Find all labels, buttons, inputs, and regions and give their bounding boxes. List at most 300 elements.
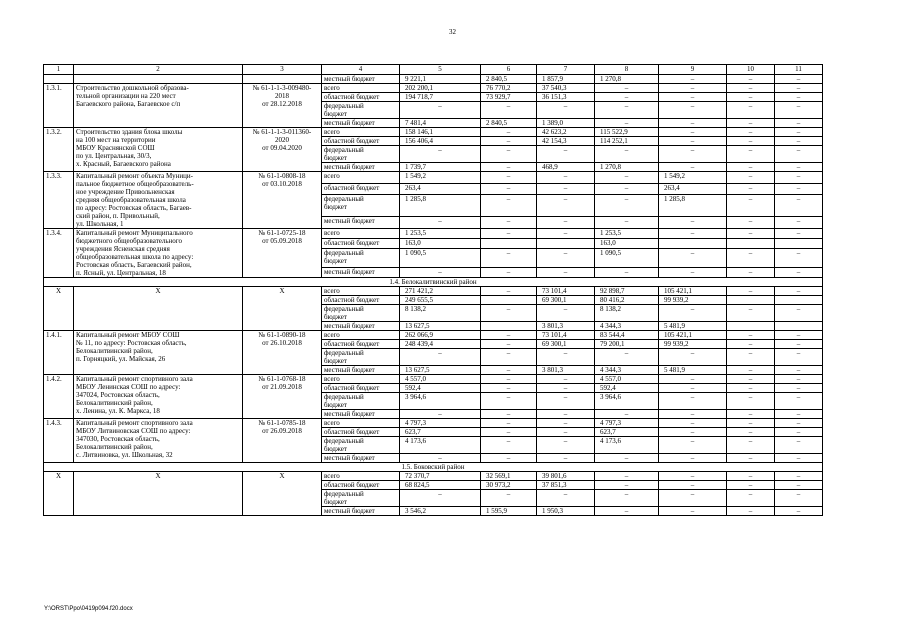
funding-source-cell: местный бюджет	[322, 119, 400, 128]
value-cell: –	[659, 217, 727, 229]
table-row	[44, 128, 823, 137]
funding-source-cell: местный бюджет	[322, 507, 400, 516]
value-cell: 1 739,7	[400, 163, 481, 172]
value-cell: –	[775, 490, 823, 507]
value-cell: –	[595, 490, 659, 507]
funding-source-cell: областной бюджет	[322, 428, 400, 437]
value-cell: 3 801,3	[537, 322, 595, 331]
value-cell: 42 154,3	[537, 137, 595, 146]
value-cell: –	[775, 128, 823, 137]
value-cell: 7 481,4	[400, 119, 481, 128]
value-cell: 3 546,2	[400, 507, 481, 516]
value-cell: –	[481, 128, 537, 137]
value-cell: –	[400, 410, 481, 419]
funding-source-cell: федеральный бюджет	[322, 102, 400, 119]
value-cell: –	[400, 454, 481, 463]
value-cell: 80 416,2	[595, 296, 659, 305]
value-cell: 4 344,3	[595, 366, 659, 375]
value-cell: –	[537, 437, 595, 454]
value-cell: –	[537, 146, 595, 163]
value-cell: 3 964,6	[595, 393, 659, 410]
funding-source-cell: областной бюджет	[322, 137, 400, 146]
column-number-cell: 1	[44, 65, 74, 75]
value-cell: –	[775, 195, 823, 217]
value-cell: 9 221,1	[400, 75, 481, 84]
value-cell: –	[775, 287, 823, 296]
value-cell: –	[775, 331, 823, 340]
value-cell: –	[659, 267, 727, 277]
value-cell: –	[775, 375, 823, 384]
item-number-cell: 1.3.4.	[44, 229, 74, 278]
value-cell: –	[481, 331, 537, 340]
value-cell: –	[727, 384, 775, 393]
column-number-row	[44, 65, 823, 75]
value-cell	[537, 239, 595, 249]
funding-source-cell: областной бюджет	[322, 481, 400, 490]
funding-source-cell: федеральный бюджет	[322, 195, 400, 217]
value-cell: –	[537, 428, 595, 437]
object-name-cell: Строительство дошкольной образова- тельной организации на 220 мест Багаевского района, Багаевское с/п	[74, 84, 243, 128]
value-cell: 3 964,6	[400, 393, 481, 410]
value-cell: –	[537, 183, 595, 195]
value-cell	[775, 296, 823, 305]
value-cell: –	[481, 267, 537, 277]
value-cell: 468,9	[537, 163, 595, 172]
value-cell: 8 138,2	[595, 305, 659, 322]
value-cell	[481, 296, 537, 305]
value-cell: –	[659, 437, 727, 454]
value-cell: –	[727, 163, 775, 172]
value-cell: 73 929,7	[481, 93, 537, 102]
value-cell: –	[595, 146, 659, 163]
value-cell: –	[775, 428, 823, 437]
value-cell: 105 421,1	[659, 331, 727, 340]
value-cell: –	[775, 84, 823, 93]
value-cell: –	[727, 217, 775, 229]
value-cell: 72 370,7	[400, 472, 481, 481]
value-cell: 30 973,2	[481, 481, 537, 490]
value-cell: –	[400, 490, 481, 507]
value-cell: –	[727, 287, 775, 296]
value-cell: –	[727, 375, 775, 384]
object-name-cell: Строительство здания блока школы на 100 мест на территории МБОУ Краснянской СОШ по ул. Центральная, 30/3, х. Красный, Багаевского района	[74, 128, 243, 172]
value-cell: –	[595, 172, 659, 184]
value-cell: 194 718,7	[400, 93, 481, 102]
value-cell: 249 655,5	[400, 296, 481, 305]
value-cell: –	[775, 119, 823, 128]
value-cell	[481, 322, 537, 331]
file-path-footer: Y:\ORST\Ppo\0419p094.f20.docx	[44, 606, 133, 612]
column-number-cell: 5	[400, 65, 481, 75]
value-cell: –	[775, 454, 823, 463]
value-cell: 592,4	[400, 384, 481, 393]
funding-source-cell: местный бюджет	[322, 163, 400, 172]
value-cell: –	[727, 507, 775, 516]
value-cell: 623,7	[400, 428, 481, 437]
value-cell: –	[481, 384, 537, 393]
value-cell: –	[659, 163, 727, 172]
value-cell: 1 270,8	[595, 163, 659, 172]
empty-cell	[74, 75, 243, 84]
funding-source-cell: федеральный бюджет	[322, 305, 400, 322]
value-cell: –	[400, 102, 481, 119]
value-cell: –	[481, 428, 537, 437]
value-cell: –	[727, 102, 775, 119]
table-row	[44, 287, 823, 296]
funding-source-cell: местный бюджет	[322, 75, 400, 84]
value-cell: –	[727, 490, 775, 507]
value-cell: 13 627,5	[400, 366, 481, 375]
empty-cell	[243, 75, 322, 84]
value-cell: –	[775, 507, 823, 516]
value-cell: 1 285,8	[400, 195, 481, 217]
funding-source-cell: федеральный бюджет	[322, 393, 400, 410]
value-cell: 8 138,2	[400, 305, 481, 322]
value-cell: –	[537, 419, 595, 428]
value-cell: 2 840,5	[481, 75, 537, 84]
value-cell: –	[400, 146, 481, 163]
value-cell: –	[727, 137, 775, 146]
value-cell: 76 770,2	[481, 84, 537, 93]
value-cell: –	[727, 305, 775, 322]
value-cell: –	[659, 75, 727, 84]
value-cell: 262 066,9	[400, 331, 481, 340]
table-row	[44, 472, 823, 481]
funding-source-cell: всего	[322, 287, 400, 296]
value-cell: 1 090,5	[400, 249, 481, 268]
value-cell: –	[727, 128, 775, 137]
funding-source-cell: местный бюджет	[322, 410, 400, 419]
value-cell: –	[537, 102, 595, 119]
value-cell: –	[775, 102, 823, 119]
value-cell: 1 389,0	[537, 119, 595, 128]
value-cell: 5 481,9	[659, 322, 727, 331]
value-cell: 92 898,7	[595, 287, 659, 296]
item-number-cell: 1.4.1.	[44, 331, 74, 375]
document-cell: № 61-1-1-3-011360- 2020 от 09.04.2020	[243, 128, 322, 172]
value-cell: –	[659, 102, 727, 119]
value-cell: –	[595, 183, 659, 195]
value-cell: –	[481, 349, 537, 366]
column-number-cell: 6	[481, 65, 537, 75]
value-cell: 4 344,3	[595, 322, 659, 331]
item-number-cell: 1.4.3.	[44, 419, 74, 463]
column-number-cell: 10	[727, 65, 775, 75]
section-heading: 1.5. Боковский район	[44, 463, 823, 472]
object-name-cell: X	[74, 472, 243, 516]
value-cell: 1 857,9	[537, 75, 595, 84]
value-cell: –	[659, 137, 727, 146]
item-number-cell: 1.3.3.	[44, 172, 74, 229]
funding-source-cell: всего	[322, 419, 400, 428]
value-cell: –	[659, 472, 727, 481]
value-cell: –	[537, 349, 595, 366]
value-cell: –	[659, 229, 727, 239]
value-cell: –	[659, 128, 727, 137]
value-cell: –	[727, 195, 775, 217]
value-cell: –	[595, 84, 659, 93]
object-name-cell: Капитальный ремонт объекта Муници- пальное бюджетное общеобразователь- ное учреждение Привольненская средняя общеобразовательная школа по адресу: Ростовская область, Багаев- ский район, п. Привольный, ул. Школьная, 1	[74, 172, 243, 229]
document-cell: № 61-1-0768-18 от 21.09.2018	[243, 375, 322, 419]
value-cell: –	[481, 410, 537, 419]
document-cell: № 61-1-1-3-009480- 2018 от 28.12.2018	[243, 84, 322, 128]
value-cell: –	[481, 102, 537, 119]
value-cell: –	[537, 195, 595, 217]
value-cell: –	[481, 393, 537, 410]
value-cell: –	[595, 195, 659, 217]
funding-source-cell: федеральный бюджет	[322, 349, 400, 366]
value-cell: 36 151,3	[537, 93, 595, 102]
value-cell	[775, 322, 823, 331]
value-cell: –	[727, 393, 775, 410]
value-cell: –	[775, 481, 823, 490]
funding-source-cell: всего	[322, 229, 400, 239]
value-cell: –	[481, 437, 537, 454]
value-cell: 99 939,2	[659, 340, 727, 349]
value-cell: 271 421,2	[400, 287, 481, 296]
table-row	[44, 84, 823, 93]
value-cell: –	[659, 146, 727, 163]
value-cell: –	[775, 419, 823, 428]
value-cell: –	[727, 419, 775, 428]
value-cell: 32 569,1	[481, 472, 537, 481]
value-cell: –	[481, 305, 537, 322]
value-cell: 42 623,2	[537, 128, 595, 137]
value-cell: 99 939,2	[659, 296, 727, 305]
value-cell: –	[727, 437, 775, 454]
value-cell: –	[537, 172, 595, 184]
funding-source-cell: федеральный бюджет	[322, 146, 400, 163]
value-cell: –	[400, 217, 481, 229]
value-cell: –	[537, 375, 595, 384]
value-cell: 114 252,1	[595, 137, 659, 146]
value-cell: –	[727, 428, 775, 437]
value-cell: –	[481, 454, 537, 463]
value-cell: –	[775, 146, 823, 163]
value-cell: 69 300,1	[537, 296, 595, 305]
value-cell: –	[775, 349, 823, 366]
value-cell	[659, 239, 727, 249]
value-cell: –	[481, 183, 537, 195]
value-cell: –	[727, 349, 775, 366]
value-cell: 37 851,3	[537, 481, 595, 490]
value-cell: 73 101,4	[537, 331, 595, 340]
funding-source-cell: всего	[322, 84, 400, 93]
section-heading-row	[44, 278, 823, 287]
value-cell: 4 173,6	[595, 437, 659, 454]
value-cell: –	[537, 454, 595, 463]
value-cell: 156 406,4	[400, 137, 481, 146]
empty-cell	[44, 75, 74, 84]
funding-source-cell: областной бюджет	[322, 384, 400, 393]
value-cell: –	[595, 349, 659, 366]
value-cell: 4 797,3	[595, 419, 659, 428]
value-cell: –	[727, 454, 775, 463]
value-cell: –	[481, 419, 537, 428]
document-cell: № 61-1-0890-18 от 26.10.2018	[243, 331, 322, 375]
value-cell: –	[595, 410, 659, 419]
funding-source-cell: местный бюджет	[322, 366, 400, 375]
value-cell: 263,4	[400, 183, 481, 195]
value-cell: –	[481, 146, 537, 163]
funding-source-cell: всего	[322, 331, 400, 340]
value-cell: –	[727, 84, 775, 93]
value-cell: 163,0	[400, 239, 481, 249]
document-cell: № 61-1-0808-18 от 03.10.2018	[243, 172, 322, 229]
value-cell: –	[659, 454, 727, 463]
value-cell: –	[775, 183, 823, 195]
value-cell: –	[400, 267, 481, 277]
value-cell: 163,0	[595, 239, 659, 249]
value-cell: –	[481, 229, 537, 239]
value-cell: 115 522,9	[595, 128, 659, 137]
value-cell: 1 285,8	[659, 195, 727, 217]
value-cell: –	[481, 287, 537, 296]
value-cell	[481, 239, 537, 249]
value-cell: –	[481, 375, 537, 384]
value-cell: –	[595, 119, 659, 128]
value-cell: –	[595, 93, 659, 102]
value-cell	[727, 239, 775, 249]
funding-source-cell: всего	[322, 472, 400, 481]
value-cell: –	[537, 305, 595, 322]
item-number-cell: 1.3.1.	[44, 84, 74, 128]
value-cell: –	[727, 331, 775, 340]
funding-source-cell: федеральный бюджет	[322, 490, 400, 507]
value-cell: –	[659, 349, 727, 366]
value-cell: –	[727, 249, 775, 268]
value-cell: –	[537, 267, 595, 277]
object-name-cell: X	[74, 287, 243, 331]
item-number-cell: 1.3.2.	[44, 128, 74, 172]
value-cell: –	[659, 481, 727, 490]
table-row	[44, 75, 823, 84]
value-cell: 158 146,1	[400, 128, 481, 137]
value-cell: –	[659, 249, 727, 268]
value-cell: –	[727, 75, 775, 84]
value-cell: –	[537, 384, 595, 393]
column-number-cell: 11	[775, 65, 823, 75]
value-cell: –	[481, 217, 537, 229]
value-cell: 83 544,4	[595, 331, 659, 340]
value-cell: 37 540,3	[537, 84, 595, 93]
value-cell: –	[775, 217, 823, 229]
value-cell: 1 549,2	[659, 172, 727, 184]
value-cell: –	[727, 93, 775, 102]
funding-source-cell: областной бюджет	[322, 296, 400, 305]
object-name-cell: Капитальный ремонт спортивного зала МБОУ Ленинская СОШ по адресу: 347024, Ростовская область, Белокалитвинский район, х. Ленина, ул. К. Маркса, 18	[74, 375, 243, 419]
table-row	[44, 229, 823, 239]
value-cell: –	[727, 366, 775, 375]
value-cell: –	[727, 267, 775, 277]
value-cell: –	[659, 393, 727, 410]
value-cell: –	[595, 102, 659, 119]
table-row	[44, 172, 823, 184]
value-cell: 248 439,4	[400, 340, 481, 349]
section-heading: 1.4. Белокалитвинский район	[44, 278, 823, 287]
value-cell: –	[481, 137, 537, 146]
value-cell: –	[727, 410, 775, 419]
value-cell: –	[537, 410, 595, 419]
value-cell: –	[595, 217, 659, 229]
value-cell: –	[481, 366, 537, 375]
value-cell	[727, 296, 775, 305]
value-cell: –	[775, 366, 823, 375]
funding-source-cell: областной бюджет	[322, 183, 400, 195]
value-cell: –	[659, 84, 727, 93]
value-cell: –	[595, 267, 659, 277]
funding-source-cell: местный бюджет	[322, 217, 400, 229]
value-cell: 3 801,3	[537, 366, 595, 375]
value-cell: –	[659, 490, 727, 507]
value-cell: 39 801,6	[537, 472, 595, 481]
budget-table	[43, 64, 823, 516]
funding-source-cell: областной бюджет	[322, 239, 400, 249]
value-cell: –	[595, 472, 659, 481]
funding-source-cell: федеральный бюджет	[322, 249, 400, 268]
value-cell: 13 627,5	[400, 322, 481, 331]
value-cell: 1 595,9	[481, 507, 537, 516]
funding-source-cell: областной бюджет	[322, 340, 400, 349]
value-cell: 4 557,0	[400, 375, 481, 384]
value-cell: –	[481, 249, 537, 268]
column-number-cell: 3	[243, 65, 322, 75]
value-cell: 1 253,5	[400, 229, 481, 239]
value-cell: 5 481,9	[659, 366, 727, 375]
value-cell: –	[481, 195, 537, 217]
funding-source-cell: всего	[322, 172, 400, 184]
value-cell: –	[775, 163, 823, 172]
value-cell: –	[727, 472, 775, 481]
document-cell: № 61-1-0785-18 от 26.09.2018	[243, 419, 322, 463]
document-cell: № 61-1-0725-18 от 05.09.2018	[243, 229, 322, 278]
value-cell: –	[537, 249, 595, 268]
funding-source-cell: всего	[322, 128, 400, 137]
value-cell: –	[727, 119, 775, 128]
value-cell: –	[659, 119, 727, 128]
value-cell: –	[537, 229, 595, 239]
value-cell: –	[659, 428, 727, 437]
value-cell: –	[659, 410, 727, 419]
object-name-cell: Капитальный ремонт МБОУ СОШ № 11, по адресу: Ростовская область, Белокалитвинский район, п. Горняцкий, ул. Майская, 26	[74, 331, 243, 375]
value-cell: –	[595, 507, 659, 516]
value-cell: 1 253,5	[595, 229, 659, 239]
table-row	[44, 331, 823, 340]
value-cell: –	[481, 163, 537, 172]
column-number-cell: 8	[595, 65, 659, 75]
column-number-cell: 4	[322, 65, 400, 75]
value-cell: –	[775, 137, 823, 146]
value-cell: 69 300,1	[537, 340, 595, 349]
value-cell	[727, 322, 775, 331]
value-cell: 1 090,5	[595, 249, 659, 268]
value-cell: 592,4	[595, 384, 659, 393]
value-cell: –	[481, 490, 537, 507]
value-cell: 623,7	[595, 428, 659, 437]
value-cell: –	[537, 393, 595, 410]
value-cell: –	[727, 229, 775, 239]
value-cell: –	[775, 172, 823, 184]
value-cell: –	[775, 472, 823, 481]
value-cell: 105 421,1	[659, 287, 727, 296]
value-cell: –	[727, 146, 775, 163]
value-cell: –	[727, 183, 775, 195]
value-cell: –	[775, 75, 823, 84]
value-cell: –	[775, 229, 823, 239]
value-cell: –	[775, 93, 823, 102]
item-number-cell: X	[44, 472, 74, 516]
value-cell: –	[659, 375, 727, 384]
